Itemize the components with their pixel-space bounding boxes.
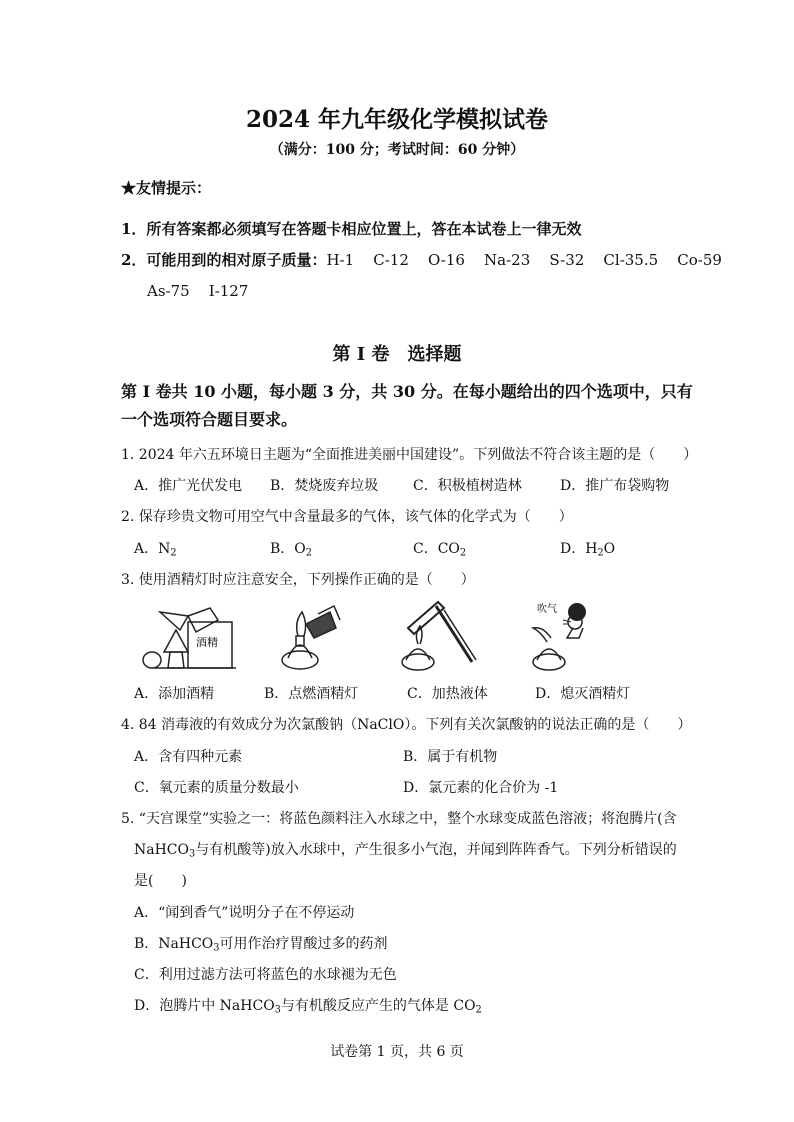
- exam-title: 2024 年九年级化学模拟试卷: [245, 106, 549, 133]
- mass-co: Co-59: [677, 251, 722, 269]
- q5-option-b-sub: 3: [213, 942, 220, 954]
- section-title: 第 I 卷 选择题: [332, 344, 462, 365]
- q3-figure-c: [398, 598, 478, 674]
- q5-option-d-mid: 与有机酸反应产生的气体是 CO: [280, 998, 476, 1014]
- q5-stem-formula-sub: 3: [189, 848, 196, 860]
- tips-item-2-cont: [147, 282, 248, 300]
- q3-figure-d-label: 吹气: [537, 604, 557, 615]
- q4-stem: 4. 84 消毒液的有效成分为次氯酸钠（NaClO）。下列有关次氯酸钠的说法正确的是（ ）: [121, 717, 692, 733]
- q2-option-b: [270, 538, 312, 558]
- q5-option-d-sub2: 2: [475, 1004, 482, 1016]
- q1-option-d: D．推广布袋购物: [560, 478, 670, 494]
- q5-option-b: [134, 933, 388, 953]
- q3-figure-a: [140, 602, 240, 674]
- tips-heading: ★友情提示：: [121, 179, 212, 197]
- q2-option-b-sub: 2: [305, 547, 312, 559]
- q5-stem-line-2-text: 与有机酸等)放入水球中，产生很多小气泡，并闻到阵阵香气。下列分析错误的: [195, 842, 677, 858]
- q2-option-b-text: B．O: [270, 541, 306, 557]
- q2-option-d-post: O: [603, 541, 616, 557]
- tips-item-2: [121, 249, 722, 270]
- q1-option-a: A．推广光伏发电: [134, 478, 243, 494]
- q5-option-a: A．“闻到香气”说明分子在不停运动: [134, 905, 355, 921]
- q3-option-b: B．点燃酒精灯: [264, 686, 359, 702]
- exam-subtitle: （满分：100 分；考试时间：60 分钟）: [269, 142, 525, 158]
- q5-option-d: [134, 995, 482, 1015]
- q4-option-d: D．氯元素的化合价为 -1: [403, 780, 559, 796]
- q2-option-c-sub: 2: [459, 547, 467, 559]
- mass-cl: Cl-35.5: [603, 251, 659, 269]
- q5-stem-formula: NaHCO: [134, 842, 189, 858]
- tips-item-2-label: 2．可能用到的相对原子质量：: [121, 251, 327, 269]
- q2-option-a-sub: 2: [170, 547, 177, 559]
- q2-option-a-text: A．N: [134, 541, 171, 557]
- q2-option-d-text: D．H: [560, 541, 598, 557]
- q3-option-d: D．熄灭酒精灯: [535, 686, 631, 702]
- mass-h: H-1: [326, 251, 355, 269]
- q5-option-d-sub: 3: [274, 1004, 281, 1016]
- q2-option-d: [560, 538, 615, 558]
- mass-na: Na-23: [484, 251, 531, 269]
- q2-option-a: [134, 538, 177, 558]
- q5-option-c: C．利用过滤方法可将蓝色的水球褪为无色: [134, 967, 397, 983]
- q2-option-c-text: C．CO: [413, 541, 460, 557]
- mass-c: C-12: [373, 251, 409, 269]
- q5-option-d-text: D．泡腾片中 NaHCO: [134, 998, 275, 1014]
- section-instructions-2: 一个选项符合题目要求。: [121, 410, 298, 429]
- q1-option-c: C．积极植树造林: [413, 478, 522, 494]
- q1-option-b: B．焚烧废弃垃圾: [270, 478, 379, 494]
- q4-option-a: A．含有四种元素: [134, 749, 243, 765]
- section-instructions-1: 第 I 卷共 10 小题，每小题 3 分，共 30 分。在每小题给出的四个选项中，只有: [121, 382, 693, 401]
- q2-stem: 2. 保存珍贵文物可用空气中含量最多的气体，该气体的化学式为（ ）: [121, 509, 573, 525]
- q3-option-c: C．加热液体: [407, 686, 488, 702]
- mass-i: I-127: [208, 282, 249, 300]
- tips-item-1: 1．所有答案都必须填写在答题卡相应位置上，答在本试卷上一律无效: [121, 220, 582, 238]
- q5-option-b-text: B．NaHCO: [134, 936, 214, 952]
- q5-option-b-post: 可用作治疗胃酸过多的药剂: [219, 936, 388, 952]
- mass-o: O-16: [427, 251, 465, 269]
- mass-s: S-32: [549, 251, 585, 269]
- page-footer: 试卷第 1 页，共 6 页: [330, 1044, 464, 1060]
- q2-option-c: [413, 538, 466, 558]
- q3-figure-d: [523, 598, 603, 674]
- q5-stem-line-3: 是( ): [134, 873, 187, 889]
- q2-option-d-sub: 2: [597, 547, 604, 559]
- q4-option-b: B．属于有机物: [403, 749, 498, 765]
- q3-option-a: A．添加酒精: [134, 686, 215, 702]
- q3-figure-a-label: 酒精: [196, 636, 218, 649]
- q5-stem-line-2: [134, 839, 677, 859]
- q1-stem: 1. 2024 年六五环境日主题为“全面推进美丽中国建设”。下列做法不符合该主题的是（ ）: [121, 447, 698, 463]
- q5-stem-line-1: 5. “天宫课堂”实验之一：将蓝色颜料注入水球之中，整个水球变成蓝色溶液；将泡腾片(含: [121, 811, 677, 827]
- mass-as: As-75: [147, 282, 190, 300]
- q3-stem: 3. 使用酒精灯时应注意安全，下列操作正确的是（ ）: [121, 572, 475, 588]
- q4-option-c: C．氧元素的质量分数最小: [134, 780, 299, 796]
- q3-figure-b: [278, 602, 348, 674]
